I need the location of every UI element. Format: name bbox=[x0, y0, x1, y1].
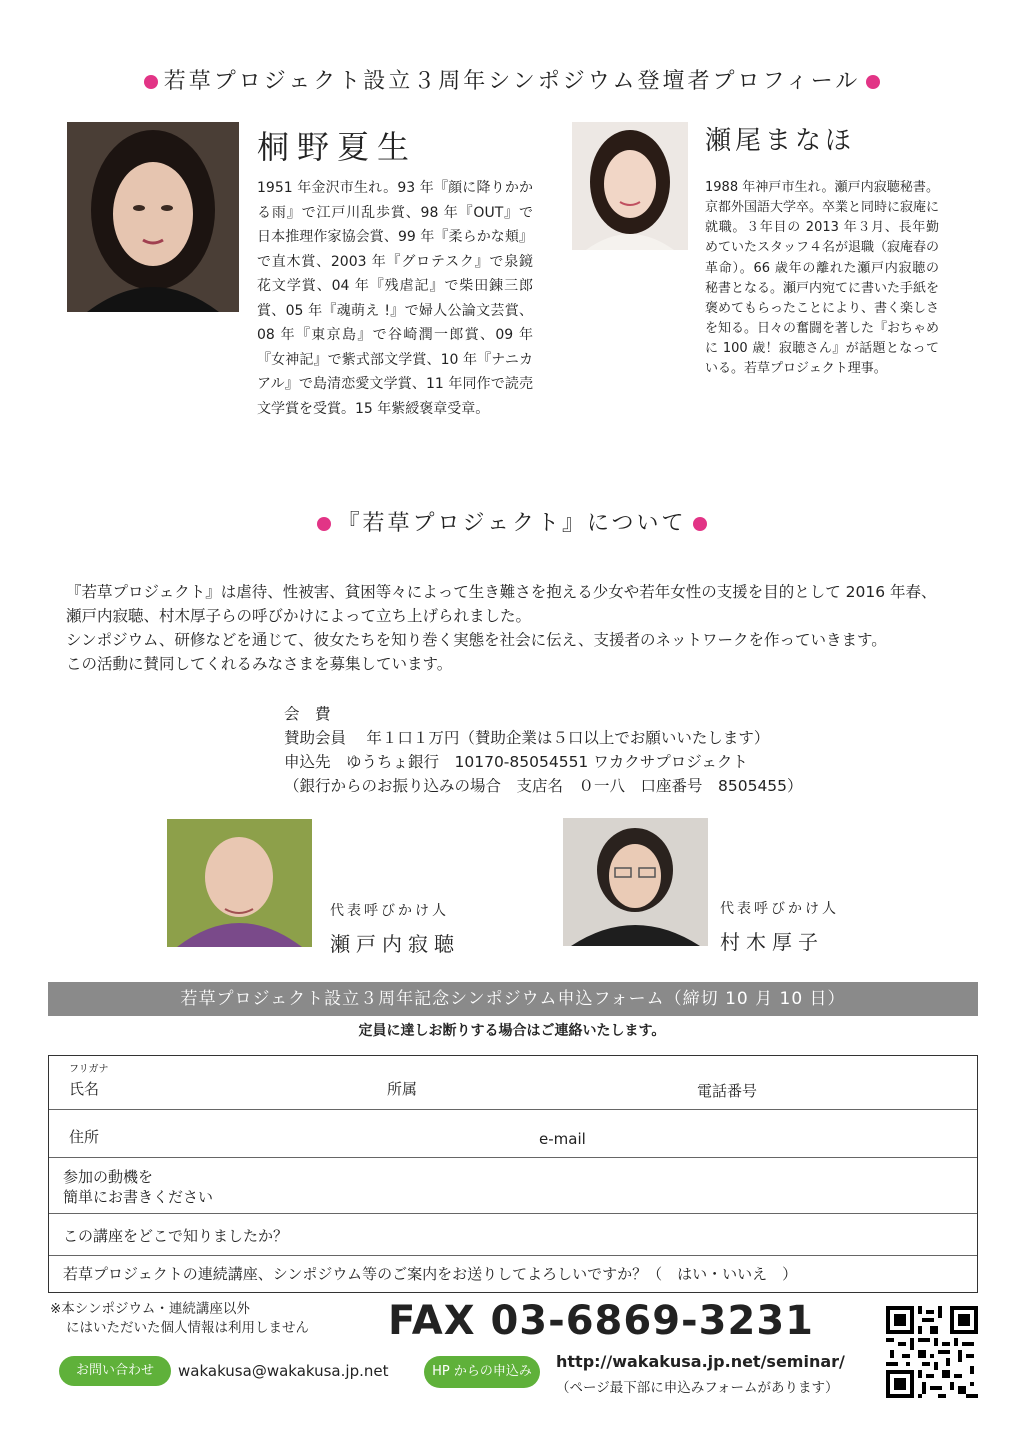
form-note: 定員に達しお断りする場合はご連絡いたします。 bbox=[358, 1023, 666, 1039]
phone-field[interactable]: 電話番号 bbox=[697, 1082, 758, 1100]
source-field[interactable]: この講座をどこで知りましたか？ bbox=[63, 1227, 289, 1245]
hp-apply-label: HP からの申込み bbox=[424, 1356, 540, 1388]
privacy-line-1: ※本シンポジウム・連続講座以外 bbox=[50, 1301, 250, 1317]
fee-transfer: （銀行からのお振り込みの場合 支店名 ０一八 口座番号 8505455） bbox=[284, 777, 803, 795]
affiliation-field[interactable]: 所属 bbox=[387, 1080, 418, 1098]
fax-number: FAX 03-6869-3231 bbox=[388, 1298, 814, 1344]
form-title: 若草プロジェクト設立３周年記念シンポジウム申込フォーム（締切 10 月 10 日） bbox=[48, 982, 978, 1016]
setouchi-photo bbox=[167, 819, 312, 947]
kirino-name: 桐野夏生 bbox=[257, 128, 418, 166]
muraki-photo bbox=[563, 818, 708, 946]
form-row-consent bbox=[49, 1256, 977, 1292]
kirino-photo bbox=[67, 122, 239, 312]
furigana-label: フリガナ bbox=[69, 1064, 109, 1075]
application-form bbox=[48, 1055, 978, 1293]
consent-field[interactable]: 若草プロジェクトの連続講座、シンポジウム等のご案内をお送りしてよろしいですか？（ はい・いいえ ） bbox=[63, 1265, 798, 1283]
motive-field[interactable]: 簡単にお書きください bbox=[63, 1188, 214, 1206]
address-field[interactable]: 住所 bbox=[69, 1128, 100, 1146]
bullet-dot-icon bbox=[693, 517, 707, 531]
email-field[interactable]: e-mail bbox=[539, 1130, 586, 1148]
privacy-line-2: にはいただいた個人情報は利用しません bbox=[66, 1320, 309, 1336]
fee-member: 賛助会員 年１口１万円（賛助企業は５口以上でお願いいたします） bbox=[284, 729, 770, 747]
muraki-name: 村木厚子 bbox=[720, 930, 824, 954]
form-row-address bbox=[49, 1110, 977, 1158]
profiles-heading: 若草プロジェクト設立３周年シンポジウム登壇者プロフィール bbox=[0, 64, 1024, 95]
seminar-url-link[interactable]: http://wakakusa.jp.net/seminar/ bbox=[556, 1352, 845, 1371]
about-line: 『若草プロジェクト』は虐待、性被害、貧困等々によって生き難さを抱える少女や若年女性の支援を目的として 2016 年春、 bbox=[66, 583, 937, 601]
motive-label-1: 参加の動機を bbox=[63, 1168, 154, 1186]
about-line: 瀬戸内寂聴、村木厚子らの呼びかけによって立ち上げられました。 bbox=[66, 607, 532, 625]
inquiry-email-link[interactable]: wakakusa@wakakusa.jp.net bbox=[178, 1362, 389, 1380]
seo-bio: 1988 年神戸市生れ。瀬戸内寂聴秘書。京都外国語大学卒。卒業と同時に寂庵に就職。３年目の 2013 年３月、長年勤めていたスタッフ４名が退職（寂庵春の革命）。66 歳年の離れた瀬戸内寂聴の秘書となる。瀬戸内宛てに書いた手紙を褒めてもらったことにより、書く楽しさを知る。日々の奮闘を著した『おちゃめに 100 歳！寂聴さん』が話題となっている。若草プロジェクト理事。 bbox=[705, 180, 940, 377]
url-note: （ページ最下部に申込みフォームがあります） bbox=[556, 1380, 839, 1396]
form-row-motive bbox=[49, 1158, 977, 1214]
about-text bbox=[66, 580, 986, 676]
inquiry-label: お問い合わせ bbox=[59, 1356, 171, 1386]
privacy-note bbox=[50, 1300, 309, 1338]
bullet-dot-icon bbox=[866, 75, 880, 89]
form-row-name bbox=[49, 1056, 977, 1110]
about-line: シンポジウム、研修などを通じて、彼女たちを知り巻く実態を社会に伝え、支援者のネットワークを作っていきます。 bbox=[66, 631, 887, 649]
about-line: この活動に賛同してくれるみなさまを募集しています。 bbox=[66, 655, 453, 673]
about-heading: 『若草プロジェクト』について bbox=[0, 506, 1024, 537]
setouchi-name: 瀬戸内寂聴 bbox=[330, 932, 460, 956]
setouchi-role: 代表呼びかけ人 bbox=[330, 903, 449, 919]
name-field[interactable]: 氏名 bbox=[69, 1080, 100, 1098]
fee-bank: 申込先 ゆうちょ銀行 10170-85054551 ワカクサプロジェクト bbox=[284, 753, 748, 771]
muraki-role: 代表呼びかけ人 bbox=[720, 901, 839, 917]
bullet-dot-icon bbox=[144, 75, 158, 89]
bullet-dot-icon bbox=[317, 517, 331, 531]
form-row-source bbox=[49, 1214, 977, 1256]
qr-code-icon[interactable] bbox=[886, 1306, 978, 1398]
fee-title: 会 費 bbox=[284, 705, 331, 723]
seo-photo bbox=[572, 122, 688, 250]
membership-fee bbox=[284, 702, 803, 798]
seo-name: 瀬尾まなほ bbox=[705, 126, 856, 156]
kirino-bio: 1951 年金沢市生れ。93 年『顔に降りかかる雨』で江戸川乱歩賞、98 年『OUT』で日本推理作家協会賞、99 年『柔らかな頬』で直木賞、2003 年『グロテスク』で泉鏡花文学賞、04 年『残虐記』で柴田錬三郎賞、05 年『魂萌え !』で婦人公論文芸賞、08 年『東京島』で谷崎潤一郎賞、09 年『女神記』で紫式部文学賞、10 年『ナニカアル』で島清恋愛文学賞、11 年同作で読売文学賞を受賞。15 年紫綬褒章受章。 bbox=[257, 180, 533, 417]
